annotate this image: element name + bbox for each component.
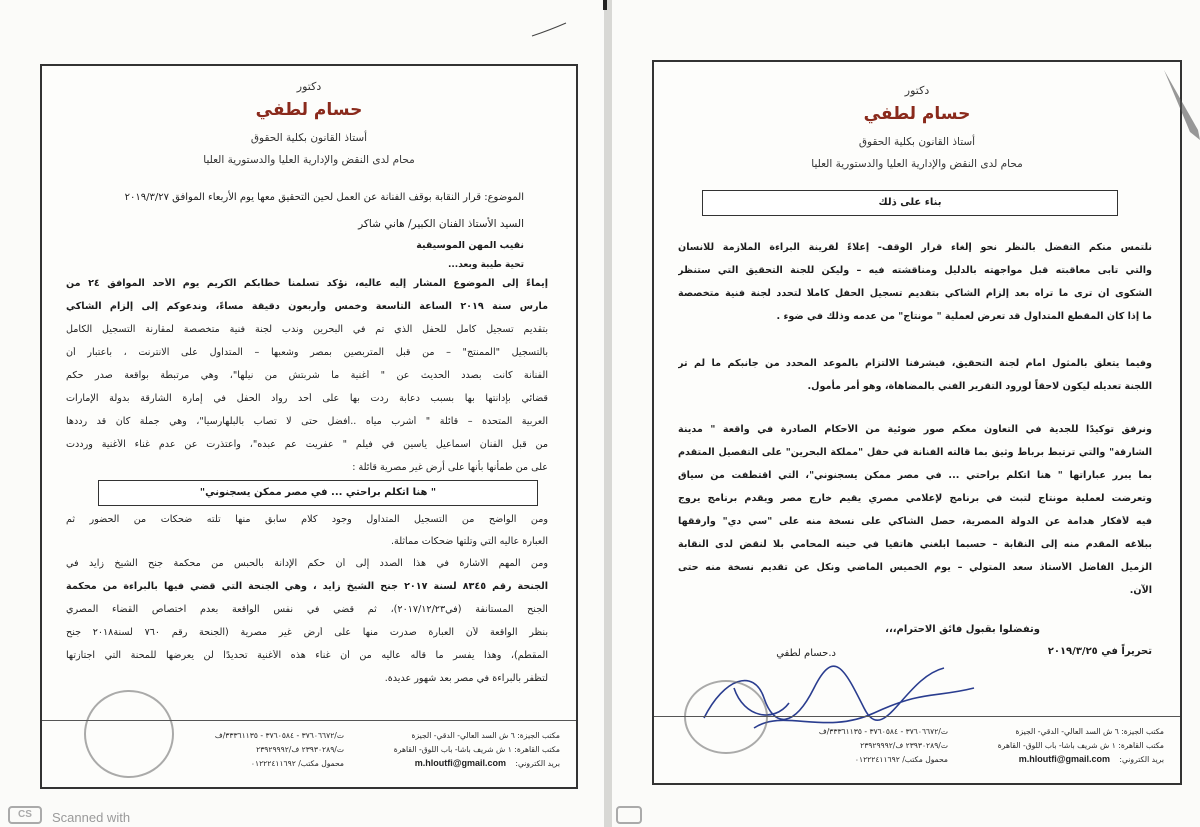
right-page [612,0,1200,827]
greeting: تحية طيبة وبعد... [447,260,524,270]
body-line: الشارقة" والتي ترتبط برباط وثيق بما قالته الفنانة في حفل "مملكة البحرين" على التفصيل المتقدم [678,447,1152,458]
body-line: بما يبرر عباراتها " هنا اتكلم براحتي ... في مصر ممكن يسجنوني"، التي اقتطفت من سياق [678,470,1152,481]
body-line: العربية المتحدة – قائلة " أشرب مياه ..أفضل حتى لا تصاب بالبلهارسيا"، وهي جملة كان قد رددها [66,416,548,427]
footer-email-label: بريد الكتروني: [515,759,560,768]
footer-giza-phones: ت/٣٧٦٠٦٦٧٢ - ٣٧٦٠٥٨٤ - ٣٣٣٦١١٣٥/ف [818,727,948,736]
footer-giza-phones: ت/٣٧٦٠٦٦٧٢ - ٣٧٦٠٥٨٤ - ٣٣٣٦١١٣٥/ف [214,731,344,740]
page-gutter [604,0,612,827]
body-line: ومن الواضح من التسجيل المتداول وجود كلام سابق منها تلته ضحكات من الحضور ثم [66,514,548,525]
body-line: فيه لأفكار هدامة عن الدولة المصرية، حصل الشاكي على نسخة منه على "سي دي" وأرفقها [678,516,1152,527]
footer-giza: مكتب الجيزة: ٦ ش السد العالي- الدقي- الجيزة [411,731,560,740]
footer-cairo: مكتب القاهرة: ١ ش شريف باشا- باب اللوق- القاهرة [393,745,560,754]
addressee-role: نقيب المهن الموسيقية [416,240,524,251]
quote-text: " هنا اتكلم براحتي ... في مصر ممكن يسجنوني" [199,487,437,498]
letterhead-title: دكتور [296,80,322,93]
body-line: بنظر الواقعة لأن العبارة صدرت منها على أرض غير مصرية (الجنحة رقم ٧٦٠ لسنة٢٠١٨ جنح [66,627,548,638]
footer-email-label: بريد الكتروني: [1119,755,1164,764]
body-line: ومن المهم الاشارة في هذا الصدد إلى أن حكم الإدانة بالحبس من محكمة جنح الشيخ زايد في [66,558,548,569]
camscanner-logo-icon: CS [8,806,42,824]
date-text: تحريراً في ٢٠١٩/٣/٢٥ [1047,646,1152,657]
closing-text: وتفضلوا بقبول فائق الاحترام،،، [885,624,1040,635]
body-line: من قبل الفنان اسماعيل ياسين في فيلم " عفريت عم عبده"، واعتذرت عن عدم غناء الأغنية ورددت [66,439,548,450]
body-line: قضائي بإدانتها بها بسبب دعابة ردت بها على أحد رواد الحفل في إمارة الشارقة بدولة الإمارات [66,393,548,404]
letterhead-name: حسام لطفي [255,100,363,120]
body-line: بتقديم تسجيل كامل للحفل الذي تم في البحرين وندب لجنة فنية متخصصة لمقارنة التسجيل الكامل [66,324,548,335]
body-line: الزميل الفاضل الأستاذ سعد المتولي – يوم الخميس الماضي ونكل عن تقديم نسخة منه حتى [678,562,1152,573]
footer-email: m.hloutfi@gmail.com [414,758,506,768]
body-line: ونرفق توكيدًا للجدية في التعاون معكم صور ضوئية من الأحكام الصادرة في واقعة " مدينة [678,424,1152,435]
footer-cairo: مكتب القاهرة: ١ ش شريف باشا- باب اللوق- القاهرة [997,741,1164,750]
letterhead-position: أستاذ القانون بكلية الحقوق [250,132,368,144]
signature-name: د.حسام لطفي [776,648,836,659]
body-line: بالتسجيل "الممنتج" – من قبل المتربصين بمصر وشعبها – المتداول على الانترنت ، باعتبار أن [66,347,548,358]
body-line: مارس سنة ٢٠١٩ الساعة التاسعة وخمس وأربعون دقيقة مساءً، وندعوكم إلى إلزام الشاكي [66,301,548,312]
body-line: ببلاغه المقدم منه إلى النقابة – حسبما أبلغني هاتفيا في حينه المحامي بلا لنقض لدى النقابة [678,539,1152,550]
footer-mobile: محمول مكتب/ ٠١٢٢٢٤١١٦٩٢ [250,759,344,768]
footer-giza: مكتب الجيزة: ٦ ش السد العالي- الدقي- الجيزة [1015,727,1164,736]
letter-footer-left [42,720,576,787]
body-line: والتي تأبى معاقبته قبل مواجهته بالدليل ومناقشته فيه – وليكن للجنة التحقيق التي ستنظر [678,265,1152,276]
body-line: وتعرضت لعملية مونتاج لتبث في برنامج لإعلامي مصري يقيم خارج مصر ويقدم برنامج يروج [678,493,1152,504]
letter-frame-left [40,64,578,789]
footer-mobile: محمول مكتب/ ٠١٢٢٢٤١١٦٩٢ [854,755,948,764]
body-line: العبارة عاليه التي وتلتها ضحكات مماثلة. [391,536,548,547]
body-line: المقطم)، وهذا يفسر ما قاله عاليه من أن غناء هذه الأغنية تحديدًا لن يعرضها للمحنة التي اجتازتها [66,650,548,661]
heading-text: بناء على ذلك [878,197,942,208]
gutter-mark [603,0,607,10]
scanned-with-label: Scanned with [52,810,131,825]
footer-cairo-phones: ت/٢٣٩٣٠٢٨٩ ف/٢٣٩٢٩٩٩٢ [256,745,344,754]
body-line: الفنانة كانت بصدد الحديث عن " أغنية ما شربتش من نيلها"، وهي مرتبطة بواقعة صدر حكم [66,370,548,381]
body-line: اللجنة تعديله ليكون لاحقاً لورود التقرير الفني بالمضاهاة، وهو أمر مأمول. [807,381,1152,392]
subject-line: الموضوع: قرار النقابة بوقف الفنانة عن العمل لحين التحقيق معها يوم الأربعاء الموافق ٢٠١٩/٣/٢٧ [124,192,524,203]
body-line: لتظفر بالبراءة في مصر بعد شهور عديدة. [384,673,548,684]
body-line: نلتمس منكم التفضل بالنظر نحو إلغاء قرار الوقف- إعلاءً لقرينة البراءة الملازمة للانسان [678,242,1152,253]
letter-footer-right [654,716,1180,783]
page-curl-icon [1160,70,1200,140]
quote-box [98,480,538,506]
body-line: الجنح المستأنفة (في٢٠١٧/١٢/٢٣)، ثم قضي في نفس الواقعة بعدم اختصاص القضاء المصري [66,604,548,615]
letterhead-title: دكتور [904,84,930,97]
letterhead-court: محام لدى النقض والإدارية العليا والدستورية العليا [811,158,1023,170]
footer-email: m.hloutfi@gmail.com [1018,754,1110,764]
letter-frame-right [652,60,1182,785]
pen-mark-icon [530,20,570,40]
body-line: الآن. [1129,585,1152,596]
heading-box [702,190,1118,216]
camscanner-logo-icon [616,806,642,824]
addressee: السيد الأستاذ الفنان الكبير/ هاني شاكر [358,218,524,230]
body-line: على من طمأنها بأنها على أرض غير مصرية قائلة : [352,462,548,473]
body-line: ما إذا كان المقطع المتداول قد تعرض لعملية " مونتاج" من عدمه وذلك في ضوء . [776,311,1152,322]
body-line: وفيما يتعلق بالمثول أمام لجنة التحقيق، فيشرفنا الالتزام بالموعد المحدد من جانبكم ما لم تر [678,358,1152,369]
body-line: الجنحة رقم ٨٣٤٥ لسنة ٢٠١٧ جنح الشيخ زايد ، وهي الجنحة التي قضي فيها بالبراءة من محكمة [66,581,548,592]
footer-cairo-phones: ت/٢٣٩٣٠٢٨٩ ف/٢٣٩٢٩٩٩٢ [860,741,948,750]
body-line: الشكوى أن ترى ما تراه بعد إلزام الشاكي بتقديم تسجيل الحفل كاملا لتحدد لجنة فنية متخصصة [678,288,1152,299]
letterhead-position: أستاذ القانون بكلية الحقوق [858,136,976,148]
letterhead-court: محام لدى النقض والإدارية العليا والدستورية العليا [203,154,415,166]
body-line: إيماءً إلى الموضوع المشار إليه عاليه، نؤكد تسلمنا خطابكم الكريم يوم الأحد الموافق ٢٤ من [66,278,548,289]
letterhead-name: حسام لطفي [863,104,971,124]
